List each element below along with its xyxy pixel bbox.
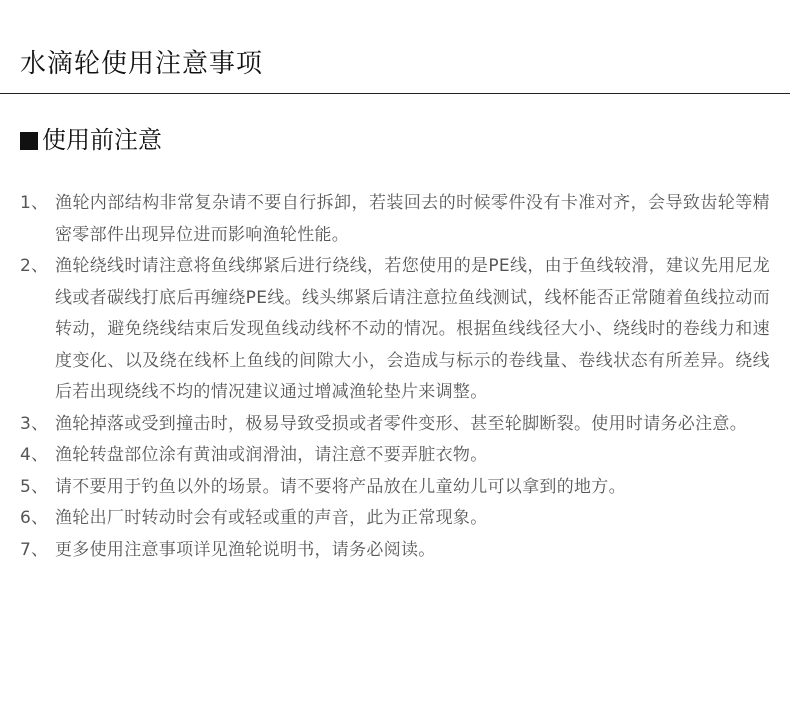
list-item-number: 4、 [20, 445, 49, 465]
title-divider [0, 93, 790, 94]
list-item [20, 251, 770, 409]
list-item-number: 5、 [20, 476, 49, 497]
section-heading-label: 使用前注意 [42, 126, 162, 154]
square-bullet-icon [20, 132, 38, 150]
list-item [20, 535, 770, 567]
list-item-number: 3、 [20, 413, 49, 434]
list-item [20, 472, 770, 504]
list-item [20, 409, 770, 441]
list-item [20, 188, 770, 251]
list-item-number: 7、 [20, 539, 49, 560]
list-item-text: 渔轮转盘部位涂有黄油或润滑油，请注意不要弄脏衣物。 [55, 445, 488, 465]
list-item [20, 440, 770, 472]
list-item-number: 2、 [20, 256, 49, 276]
section-heading [20, 124, 162, 156]
list-item-text: 渔轮掉落或受到撞击时，极易导致受损或者零件变形、甚至轮脚断裂。使用时请务必注意。 [55, 413, 747, 434]
notice-list [20, 188, 770, 566]
list-item-text: 渔轮绕线时请注意将鱼线绑紧后进行绕线，若您使用的是PE线，由于鱼线较滑，建议先用尼龙线或者碳线打底后再缠绕PE线。线头绑紧后请注意拉鱼线测试，线杯能否正常随着鱼线拉动而转动，避免绕线结束后发现鱼线动线杯不动的情况。根据鱼线线径大小、绕线时的卷线力和速度变化、以及绕在线杯上鱼线的间隙大小，会造成与标示的卷线量、卷线状态有所差异。绕线后若出现绕线不均的情况建议通过增减渔轮垫片来调整。 [55, 256, 770, 402]
list-item-text: 渔轮出厂时转动时会有或轻或重的声音，此为正常现象。 [55, 508, 488, 528]
list-item-number: 6、 [20, 508, 49, 528]
list-item-text: 渔轮内部结构非常复杂请不要自行拆卸，若装回去的时候零件没有卡准对齐，会导致齿轮等精密零部件出现异位进而影响渔轮性能。 [55, 193, 770, 245]
list-item-text: 请不要用于钓鱼以外的场景。请不要将产品放在儿童幼儿可以拿到的地方。 [55, 476, 626, 497]
page-title: 水滴轮使用注意事项 [20, 49, 264, 79]
list-item-text: 更多使用注意事项详见渔轮说明书，请务必阅读。 [55, 539, 436, 560]
list-item [20, 503, 770, 535]
list-item-number: 1、 [20, 193, 49, 213]
